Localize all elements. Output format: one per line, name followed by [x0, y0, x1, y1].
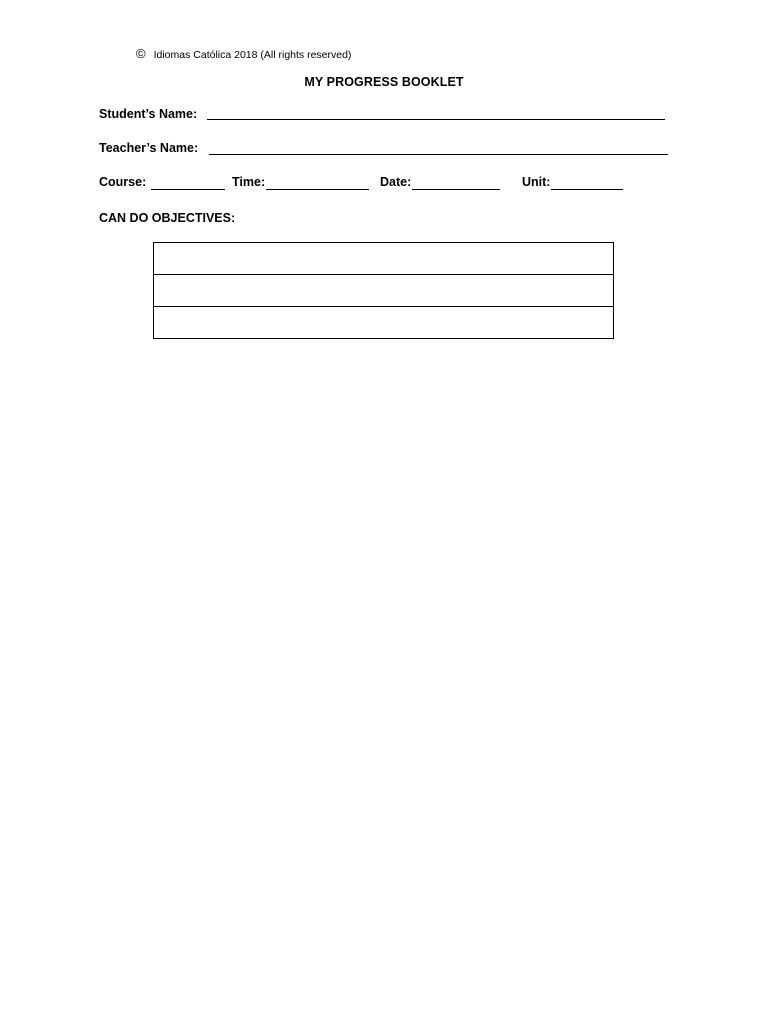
objective-cell-1[interactable] — [154, 243, 614, 275]
copyright-text: Idiomas Católica 2018 (All rights reserved) — [153, 49, 352, 61]
time-field[interactable] — [266, 189, 369, 190]
objective-cell-3[interactable] — [154, 307, 614, 339]
student-name-label: Student’s Name: — [99, 107, 198, 121]
copyright-icon: © — [136, 46, 146, 61]
date-label: Date: — [380, 175, 412, 189]
objective-cell-2[interactable] — [154, 275, 614, 307]
student-name-field[interactable] — [207, 119, 665, 120]
course-field[interactable] — [151, 189, 225, 190]
date-field[interactable] — [412, 189, 500, 190]
unit-field[interactable] — [551, 189, 623, 190]
objectives-table — [153, 242, 614, 339]
table-row — [154, 307, 614, 339]
objectives-heading: CAN DO OBJECTIVES: — [99, 211, 236, 225]
teacher-name-label: Teacher’s Name: — [99, 141, 199, 155]
time-label: Time: — [232, 175, 266, 189]
teacher-name-field[interactable] — [209, 154, 668, 155]
copyright-line — [136, 46, 351, 61]
page-title: MY PROGRESS BOOKLET — [304, 75, 464, 89]
table-row — [154, 243, 614, 275]
unit-label: Unit: — [522, 175, 551, 189]
table-row — [154, 275, 614, 307]
course-label: Course: — [99, 175, 147, 189]
